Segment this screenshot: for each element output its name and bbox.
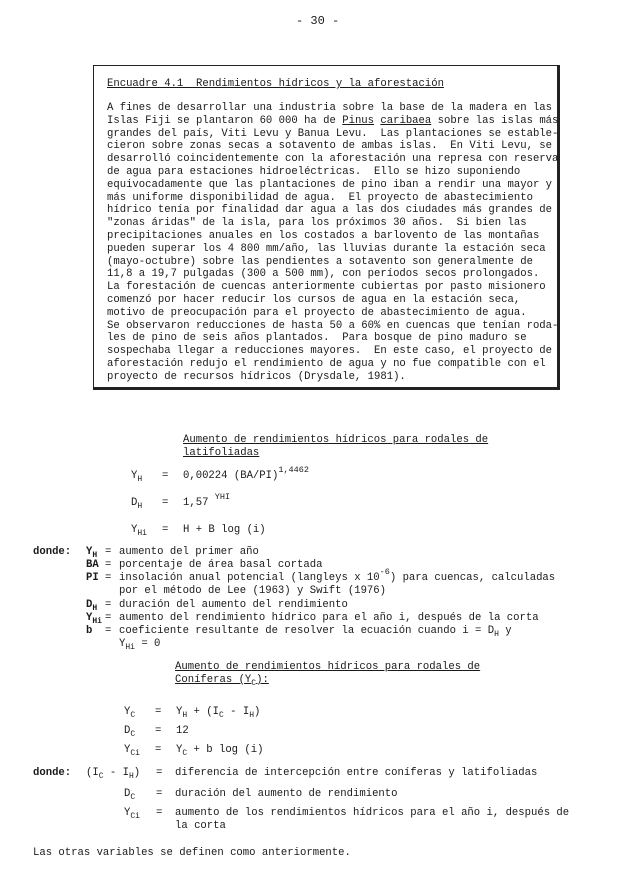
box-line: más uniforme disponibilidad de agua. El proyecto de abastecimiento: [107, 191, 533, 204]
species-genus: Pinus: [342, 114, 375, 127]
coniferas-heading-line2: Coníferas $(Y_C)$:: [175, 674, 269, 688]
def-text: aumento de los rendimientos hídricos para el año i, después de: [175, 807, 570, 819]
footer-note: Las otras variables se definen como anteriormente.: [33, 847, 351, 859]
def-symbol: $D_C$: [124, 788, 136, 802]
box-line: pueden superar los 4 800 mm/año, las lluvias durante la estación seca: [107, 242, 546, 255]
def-symbol: $Y_H$: [86, 546, 98, 560]
equation-yc: $Y_C$: [124, 706, 136, 720]
box-line: A fines de desarrollar una industria sobre la base de la madera en las: [107, 102, 553, 114]
def-text-cont: por el método de Lee (1963) y Swift (1976): [119, 585, 387, 597]
equation-yhi: $Y_{Hi}$: [131, 524, 147, 538]
equation-yhi-rhs: H + B log (i): [183, 524, 266, 536]
box-paragraph: [107, 102, 557, 384]
coniferas-heading-line1: Aumento de rendimientos hídricos para rodales de: [175, 661, 481, 673]
equation-dh-rhs: 1,57 $^{YHI}$: [183, 492, 231, 509]
page-number: - 30 -: [296, 14, 340, 28]
equals-sign: =: [162, 497, 169, 509]
box-line: (mayo-octubre) sobre las pendientes a sotavento son generalmente de: [107, 255, 533, 268]
equals-sign: =: [155, 706, 162, 718]
box-line: hídrico tenía por finalidad dar agua a las dos ciudades más grandes de: [107, 204, 553, 217]
def-text-cont: la corta: [175, 820, 226, 832]
box-line: desarrolló coincidentemente con la aforestación una represa con reserva: [107, 153, 559, 166]
box-line: aforestación redujo el rendimiento de agua y no fue compatible con el: [107, 357, 546, 370]
def-symbol: $(I_C - I_H)$: [86, 767, 141, 781]
def-text: aumento del rendimiento hídrico para el año i, después de la corta: [119, 612, 539, 624]
box-line: Se observaron reducciones de hasta 50 a 60% en cuencas que tenían roda-: [107, 319, 559, 332]
line-text: Islas Fiji se plantaron 60 000 ha de: [107, 114, 343, 127]
box-line: cieron sobre zonas secas a sotavento de ambas islas. En Viti Levu, se: [107, 140, 553, 153]
def-text: coeficiente resultante de resolver la ecuación cuando $i = D_H$ y: [119, 625, 512, 639]
box-line: comenzó por hacer reducir los cursos de agua en la estación seca,: [107, 293, 521, 306]
line-text: sobre las islas más: [431, 114, 559, 127]
equation-yci: $Y_{Ci}$: [124, 744, 140, 758]
def-symbol: b: [86, 625, 93, 637]
donde-label: donde:: [33, 546, 72, 558]
equation-dc: $D_C$: [124, 725, 136, 739]
box-line: grandes del país, Viti Levu y Banua Levu. Las plantaciones se estable-: [107, 127, 559, 140]
box-line: precipitaciones anuales en los costados a barlovento de las montañas: [107, 229, 540, 242]
equation-yh: $Y_H$: [131, 470, 143, 484]
box-title: Encuadre 4.1 Rendimientos hídricos y la aforestación: [107, 78, 444, 90]
def-symbol: $D_H$: [86, 599, 98, 613]
box-line: 11,8 a 19,7 pulgadas (300 a 500 mm), con períodos secos prolongados.: [107, 268, 540, 281]
latifoliadas-heading-line2: latifoliadas: [183, 447, 260, 459]
def-text: porcentaje de área basal cortada: [119, 559, 323, 571]
donde-label: donde:: [33, 767, 72, 779]
def-symbol: $Y_{Hi}$: [86, 612, 102, 626]
box-line: proyecto de recursos hídricos (Drysdale, 1981).: [107, 370, 406, 383]
equation-yc-rhs: $Y_H + (I_C - I_H)$: [176, 706, 261, 720]
def-symbol: BA: [86, 559, 99, 571]
def-text: aumento del primer año: [119, 546, 259, 558]
equation-yci-rhs: $Y_C + b$ log (i): [176, 744, 264, 758]
def-symbol: $Y_{Ci}$: [124, 807, 140, 821]
def-text: insolación anual potencial (langleys x $10^{-6}$) para cuencas, calculadas: [119, 567, 556, 584]
def-text: diferencia de intercepción entre coníferas y latifoliadas: [175, 767, 538, 779]
box-line: [107, 115, 557, 128]
def-text: duración del aumento de rendimiento: [175, 788, 398, 800]
def-text: duración del aumento del rendimiento: [119, 599, 348, 611]
box-line: "zonas áridas" de la isla, para los próximos 30 años. Si bien las: [107, 217, 527, 230]
box-line: les de pino de seis años plantados. Para bosque de pino maduro se: [107, 332, 527, 345]
box-line: equivocadamente que las plantaciones de pino iban a rendir una mayor y: [107, 178, 553, 191]
def-text-cont: $Y_{Hi} = 0$: [119, 638, 161, 652]
equals-sign: =: [162, 524, 169, 536]
equals-sign: =: [162, 470, 169, 482]
species-epithet: caribaea: [380, 114, 432, 127]
box-line: La forestación de cuencas anteriormente cubiertas por pasto misionero: [107, 281, 546, 294]
box-line: de agua para estaciones hidroeléctricas. Ello se hizo suponiendo: [107, 165, 521, 178]
box-line: motivo de preocupación para el proyecto de abastecimiento de agua.: [107, 306, 527, 319]
latifoliadas-heading-line1: Aumento de rendimientos hídricos para rodales de: [183, 434, 489, 446]
equals-sign: =: [155, 744, 162, 756]
equation-dh: $D_H$: [131, 497, 143, 511]
def-symbol: PI: [86, 572, 99, 584]
equation-dc-rhs: 12: [176, 725, 189, 737]
box-line: sospechaba llegar a reducciones mayores. En este caso, el proyecto de: [107, 345, 553, 358]
equation-yh-rhs: 0,00224 $(BA/PI)^{1,4462}$: [183, 465, 309, 482]
equals-sign: =: [155, 725, 162, 737]
